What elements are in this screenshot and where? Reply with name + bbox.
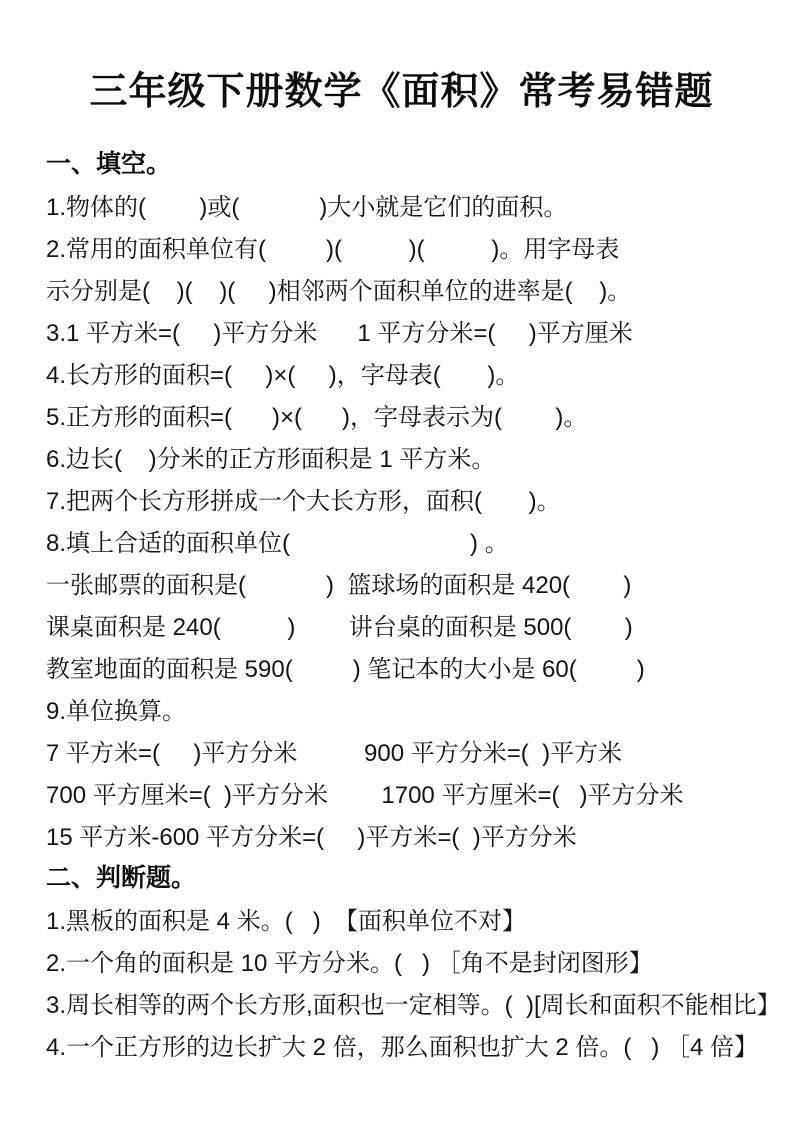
section-1-heading: 一、填空。 <box>46 150 172 178</box>
fill-blank-line-2: 2.常用的面积单位有( )( )( )。用字母表 <box>46 235 620 263</box>
fill-blank-line-4: 4.长方形的面积=( )×( )，字母表( )。 <box>46 361 520 389</box>
fill-blank-line-9: 9.单位换算。 <box>46 697 187 725</box>
judgment-line-4: 4.一个正方形的边长扩大 2 倍，那么面积也扩大 2 倍。( ) ［4 倍】 <box>46 1033 759 1061</box>
fill-blank-line-8: 8.填上合适的面积单位( ) 。 <box>46 529 509 557</box>
fill-blank-line-8c: 课桌面积是 240( ) 讲台桌的面积是 500( ) <box>46 613 633 641</box>
fill-blank-line-3: 3.1 平方米=( )平方分米 1 平方分米=( )平方厘米 <box>46 319 633 347</box>
fill-blank-line-9b: 7 平方米=( )平方分米 900 平方分米=( )平方米 <box>46 739 623 767</box>
fill-blank-line-2b: 示分别是( )( )( )相邻两个面积单位的进率是( )。 <box>46 277 632 305</box>
fill-blank-line-5: 5.正方形的面积=( )×( )，字母表示为( )。 <box>46 403 588 431</box>
fill-blank-line-8d: 教室地面的面积是 590( ) 笔记本的大小是 60( ) <box>46 655 645 683</box>
section-2-heading: 二、判断题。 <box>46 864 197 892</box>
judgment-line-2: 2.一个角的面积是 10 平方分米。( ) ［角不是封闭图形】 <box>46 949 653 977</box>
judgment-line-1: 1.黑板的面积是 4 米。( ) 【面积单位不对】 <box>46 907 527 935</box>
fill-blank-line-7: 7.把两个长方形拼成一个大长方形，面积( )。 <box>46 487 561 515</box>
fill-blank-line-6: 6.边长( )分米的正方形面积是 1 平方米。 <box>46 445 496 473</box>
judgment-line-3: 3.周长相等的两个长方形,面积也一定相等。( )[周长和面积不能相比】 <box>46 991 781 1019</box>
page-title: 三年级下册数学《面积》常考易错题 <box>89 71 714 113</box>
fill-blank-line-9c: 700 平方厘米=( )平方分米 1700 平方厘米=( )平方分米 <box>46 781 684 809</box>
fill-blank-line-9d: 15 平方米-600 平方分米=( )平方米=( )平方分米 <box>46 823 577 851</box>
fill-blank-line-1: 1.物体的( )或( )大小就是它们的面积。 <box>46 193 568 221</box>
fill-blank-line-8b: 一张邮票的面积是( ) 篮球场的面积是 420( ) <box>46 571 632 599</box>
